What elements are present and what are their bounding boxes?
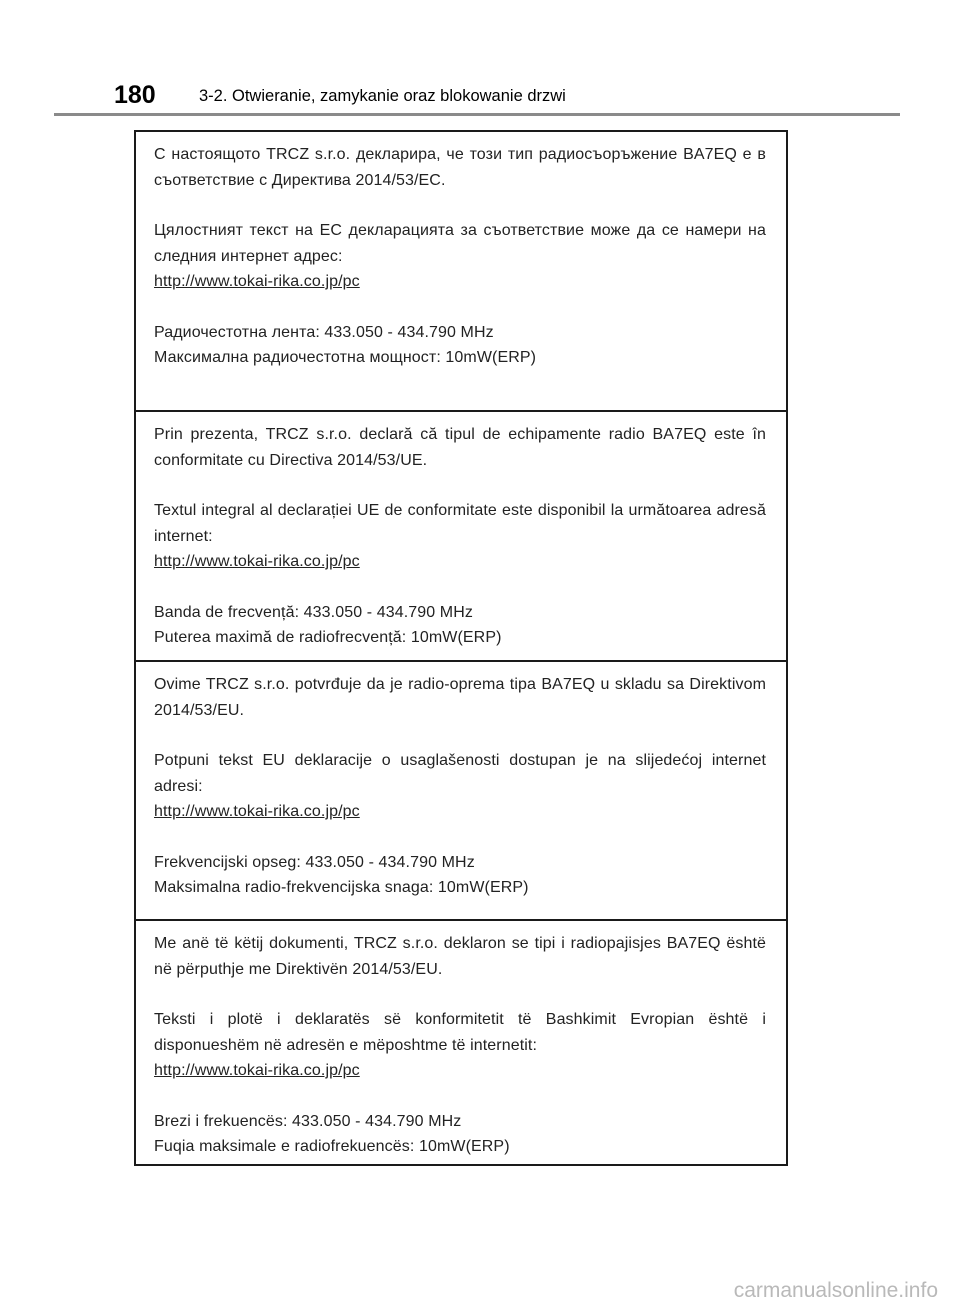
declaration-link[interactable]: http://www.tokai-rika.co.jp/pc <box>154 803 360 820</box>
page-number: 180 <box>114 81 156 109</box>
section-title: 3-2. Otwieranie, zamykanie oraz blokowanie drzwi <box>199 87 566 105</box>
page-header <box>0 0 960 118</box>
declaration-text: Me anë të këtij dokumenti, TRCZ s.r.o. deklaron se tipi i radiopajisjes BA7EQ është në përputhje me Direktivën 2014/53/EU. <box>154 935 766 978</box>
max-power: Максимална радиочестотна мощност: 10mW(ERP) <box>154 349 537 366</box>
full-text-statement: Цялостният текст на ЕС декларацията за съответствие може да се намери на следния интернет адрес: <box>154 222 766 265</box>
notice-bulgarian <box>136 132 786 412</box>
frequency-band: Радиочестотна лента: 433.050 - 434.790 MHz <box>154 323 494 341</box>
declaration-link[interactable]: http://www.tokai-rika.co.jp/pc <box>154 1062 360 1079</box>
max-power: Fuqia maksimale e radiofrekuencës: 10mW(ERP) <box>154 1138 510 1155</box>
frequency-band: Frekvencijski opseg: 433.050 - 434.790 MHz <box>154 853 475 871</box>
notice-romanian <box>136 412 786 662</box>
max-power: Puterea maximă de radiofrecvență: 10mW(ERP) <box>154 629 502 646</box>
header-divider <box>54 113 900 116</box>
full-text-statement: Teksti i plotë i deklaratës së konformitetit të Bashkimit Evropian është i disponueshëm në adresën e mëposhtme të internetit: <box>154 1011 766 1054</box>
watermark: carmanualsonline.info <box>733 1279 938 1302</box>
compliance-notices-table <box>134 130 788 1166</box>
notice-croatian <box>136 662 786 921</box>
max-power: Maksimalna radio-frekvencijska snaga: 10mW(ERP) <box>154 879 529 896</box>
frequency-band: Banda de frecvență: 433.050 - 434.790 MHz <box>154 603 473 621</box>
frequency-band: Brezi i frekuencës: 433.050 - 434.790 MHz <box>154 1112 462 1130</box>
full-text-statement: Textul integral al declarației UE de conformitate este disponibil la următoarea adresă internet: <box>154 502 766 545</box>
declaration-text: С настоящото TRCZ s.r.o. декларира, че този тип радиосъоръжение BA7EQ е в съответствие с Директива 2014/53/EC. <box>154 146 766 189</box>
declaration-link[interactable]: http://www.tokai-rika.co.jp/pc <box>154 273 360 290</box>
declaration-link[interactable]: http://www.tokai-rika.co.jp/pc <box>154 553 360 570</box>
declaration-text: Ovime TRCZ s.r.o. potvrđuje da je radio-oprema tipa BA7EQ u skladu sa Direktivom 2014/53/EU. <box>154 676 766 719</box>
full-text-statement: Potpuni tekst EU deklaracije o usaglašenosti dostupan je na slijedećoj internet adresi: <box>154 752 766 795</box>
declaration-text: Prin prezenta, TRCZ s.r.o. declară că tipul de echipamente radio BA7EQ este în conformitate cu Directiva 2014/53/UE. <box>154 426 766 469</box>
notice-albanian <box>136 921 786 1164</box>
